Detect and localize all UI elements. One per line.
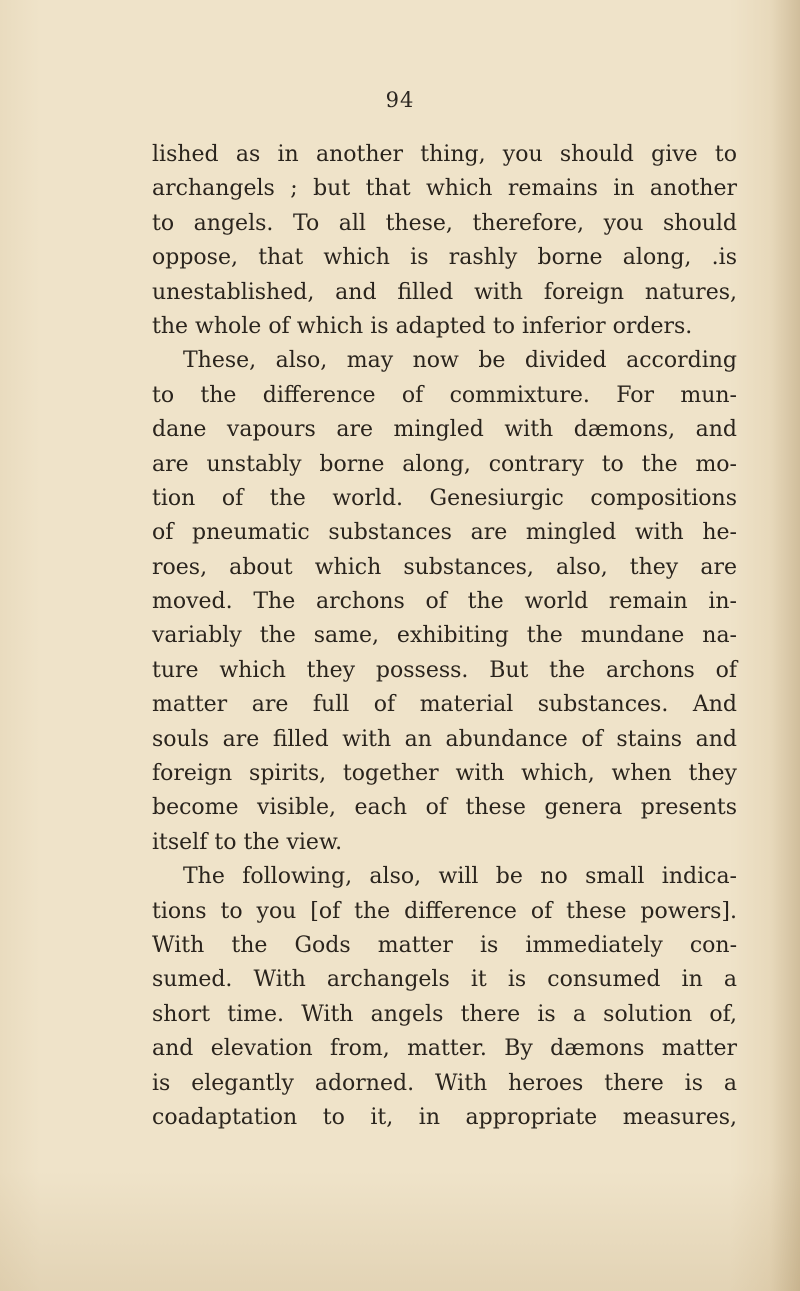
- text-line: coadaptation to it, in appropriate measures,: [152, 1104, 737, 1130]
- text-line: short time. With angels there is a solution of,: [152, 1001, 737, 1027]
- text-line: is elegantly adorned. With heroes there is a: [152, 1070, 737, 1096]
- text-line: become visible, each of these genera presents: [152, 795, 737, 821]
- text-line: to angels. To all these, therefore, you should: [152, 210, 737, 236]
- text-line: moved. The archons of the world remain in-: [152, 589, 737, 615]
- text-line: With the Gods matter is immediately con-: [152, 932, 737, 958]
- text-line: These, also, may now be divided according: [183, 348, 737, 374]
- text-line: foreign spirits, together with which, when they: [152, 761, 737, 787]
- page-number: 94: [385, 88, 415, 112]
- text-line: lished as in another thing, you should give to: [152, 142, 737, 167]
- text-line: matter are full of material substances. And: [152, 692, 737, 718]
- text-line: dane vapours are mingled with dæmons, and: [152, 417, 737, 443]
- text-line: tion of the world. Genesiurgic compositions: [152, 485, 737, 511]
- text-line: sumed. With archangels it is consumed in a: [152, 967, 737, 993]
- text-line: unestablished, and filled with foreign natures,: [152, 279, 737, 305]
- text-line: tions to you [of the difference of these powers].: [152, 898, 737, 924]
- text-line: archangels ; but that which remains in another: [152, 176, 737, 202]
- body-text: [152, 138, 737, 1135]
- text-line: are unstably borne along, contrary to the mo-: [152, 451, 737, 477]
- text-line: to the difference of commixture. For mun-: [152, 382, 737, 408]
- text-line: roes, about which substances, also, they are: [152, 554, 737, 580]
- text-line: and elevation from, matter. By dæmons matter: [152, 1036, 737, 1062]
- text-line: of pneumatic substances are mingled with he-: [152, 520, 737, 546]
- text-line: ture which they possess. But the archons of: [152, 657, 737, 683]
- text-line: oppose, that which is rashly borne along, .is: [152, 245, 737, 271]
- text-line: the whole of which is adapted to inferior orders.: [152, 313, 693, 339]
- text-line: variably the same, exhibiting the mundane na-: [152, 623, 737, 649]
- text-line: souls are filled with an abundance of stains and: [152, 726, 737, 752]
- text-line: itself to the view.: [152, 829, 343, 855]
- text-line: The following, also, will be no small indica-: [183, 864, 737, 890]
